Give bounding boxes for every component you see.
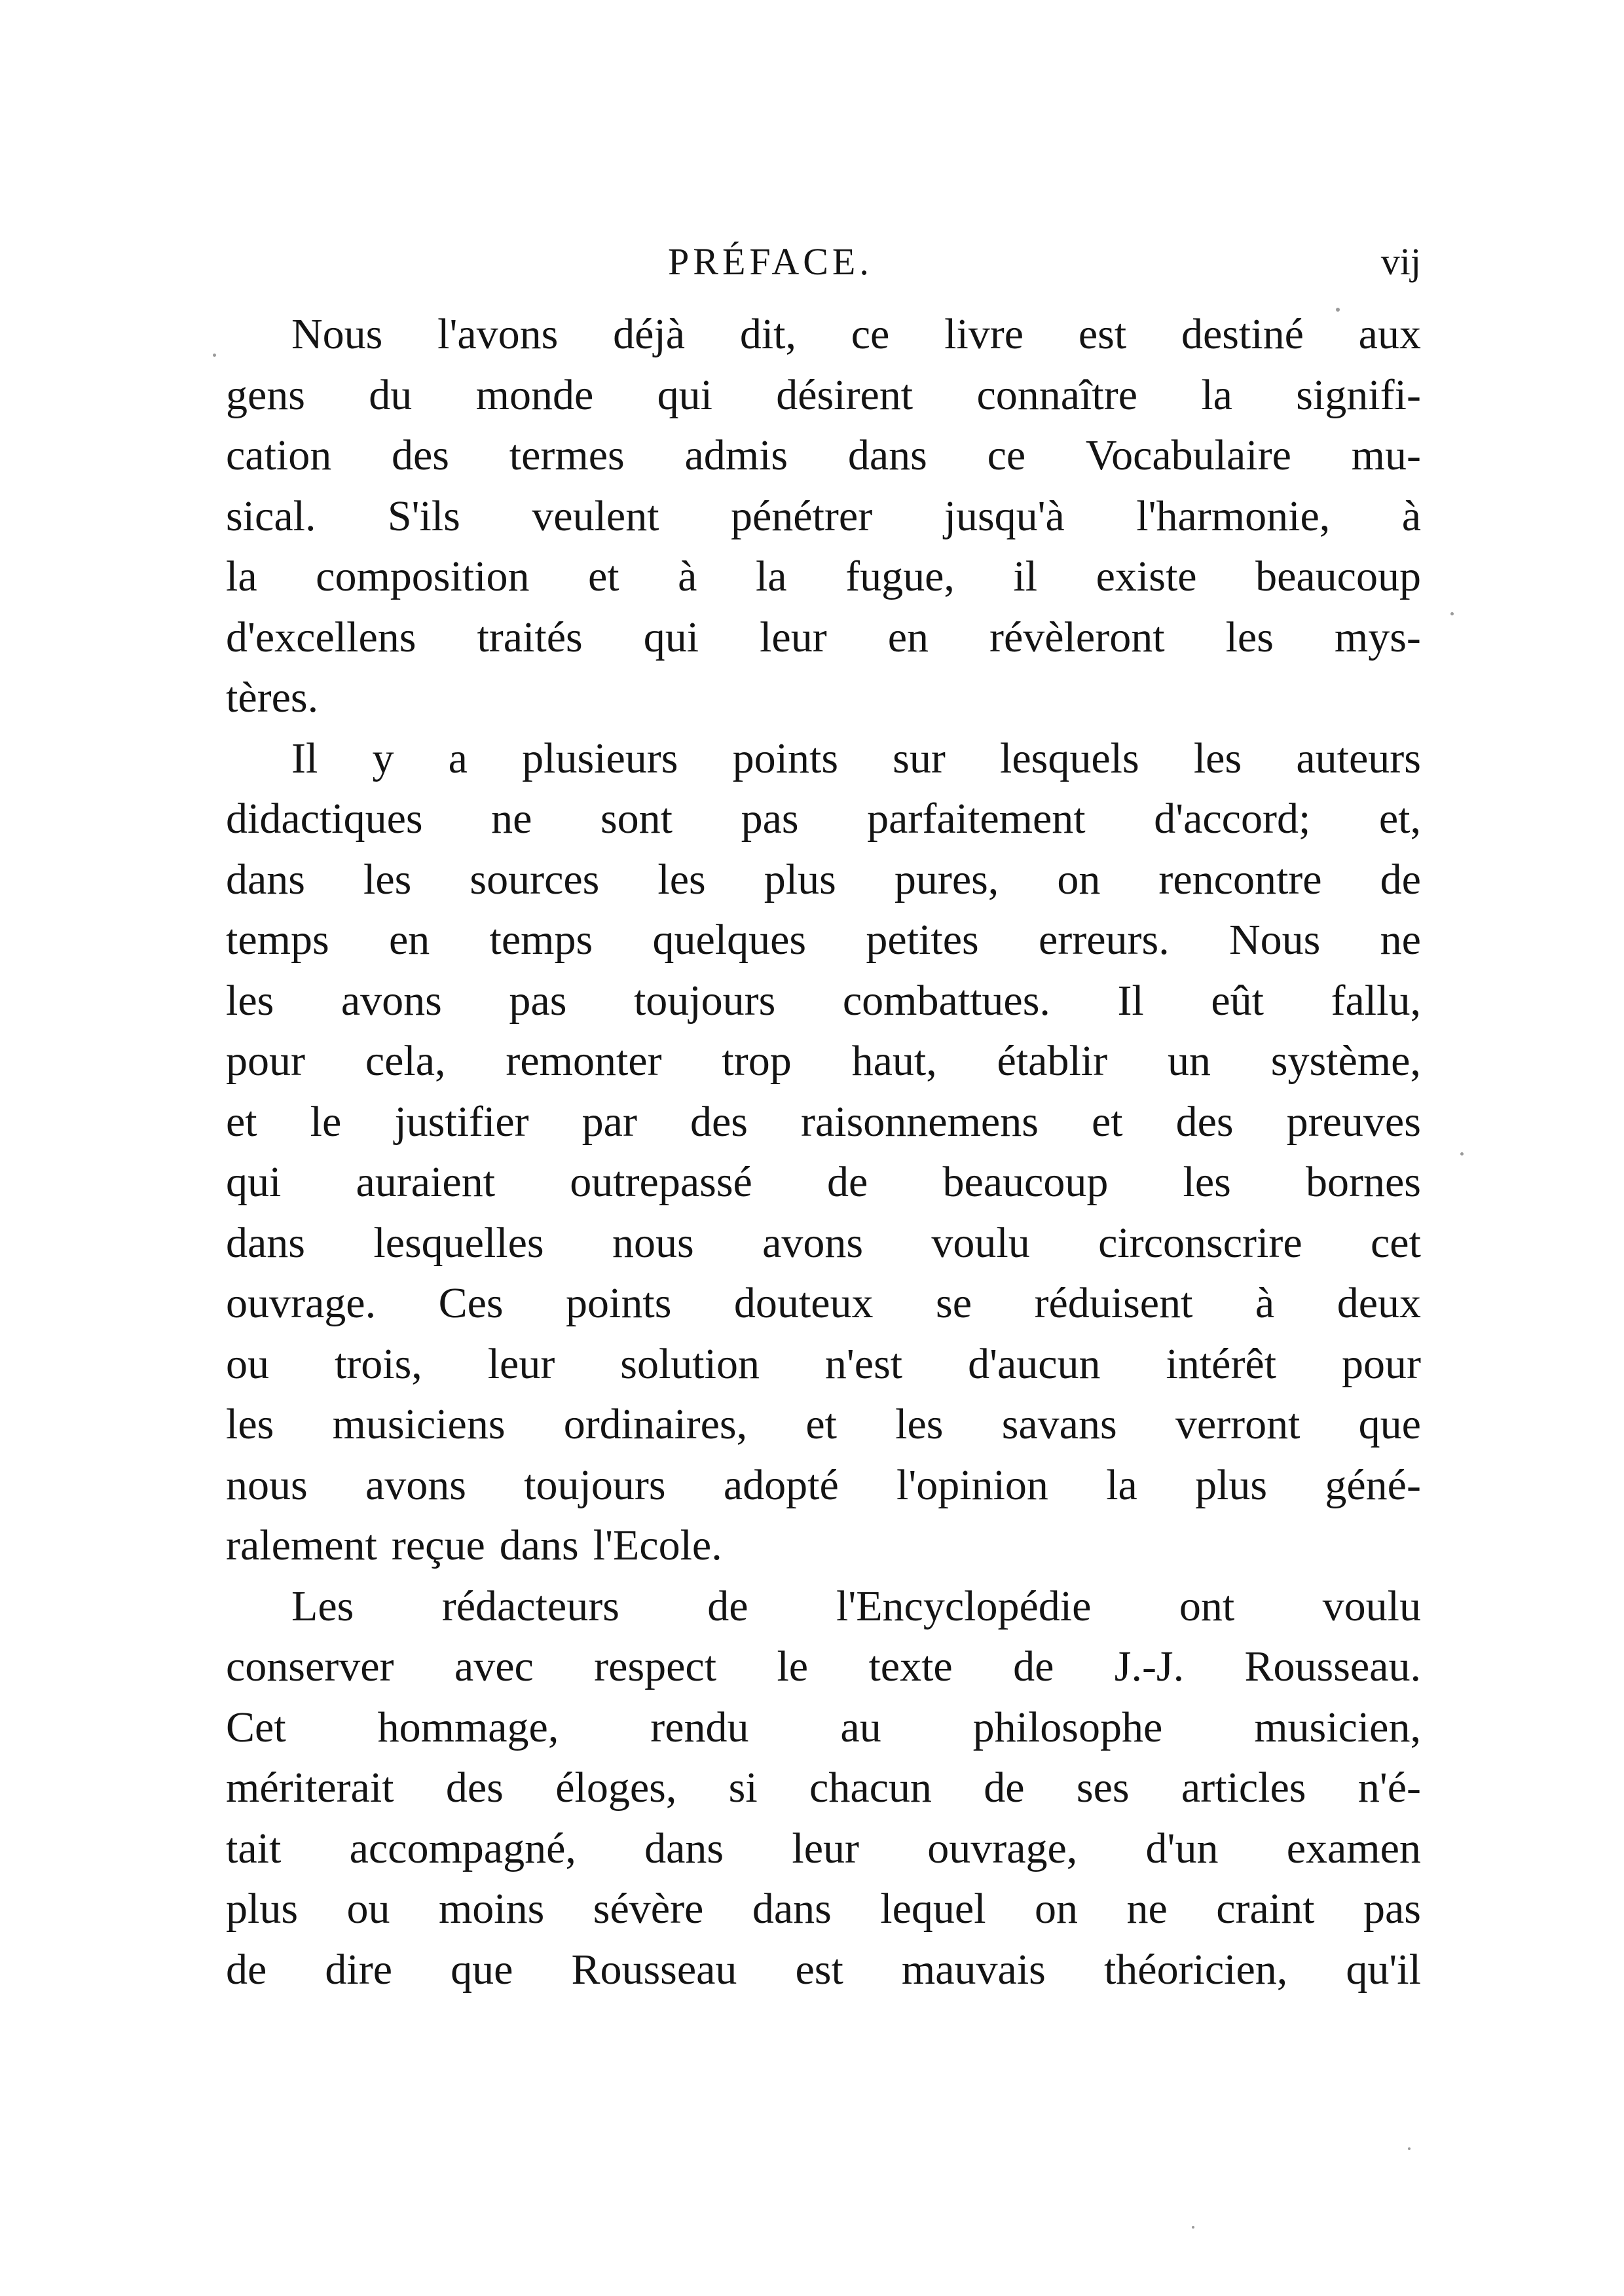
word: a: [448, 734, 468, 782]
word: et: [226, 1097, 257, 1146]
word: éloges,: [555, 1764, 677, 1812]
word: plusieurs: [522, 734, 678, 782]
word: la: [755, 553, 787, 600]
word: leur: [760, 613, 827, 661]
text-line: [226, 1576, 1421, 1637]
word: les: [1193, 734, 1242, 782]
word: tères.: [226, 674, 319, 721]
word: monde: [475, 371, 594, 419]
word: la: [1201, 371, 1232, 419]
word: l'harmonie,: [1136, 492, 1331, 540]
word: Nous: [291, 310, 383, 358]
text-line: [226, 971, 1421, 1032]
word: ce: [987, 431, 1026, 479]
text-line: [226, 365, 1421, 426]
word: beaucoup: [942, 1158, 1109, 1206]
word: les: [1225, 613, 1274, 661]
word: que: [451, 1945, 513, 1994]
word: J.-J.: [1114, 1643, 1185, 1690]
word: plus: [764, 855, 836, 903]
text-line: [226, 1637, 1421, 1698]
word: adopté: [723, 1461, 839, 1509]
word: savans: [1001, 1400, 1117, 1448]
word: pénétrer: [731, 492, 873, 540]
word: moins: [438, 1885, 545, 1933]
word: justifier: [394, 1097, 529, 1146]
word: Vocabulaire: [1085, 431, 1291, 479]
word: rencontre: [1158, 855, 1322, 903]
word: au: [840, 1703, 881, 1751]
word: toujours: [633, 976, 776, 1025]
text-line: [226, 668, 1421, 729]
word: pas: [1363, 1885, 1421, 1933]
word: pas: [509, 976, 567, 1025]
word: les: [226, 976, 274, 1025]
word: cet: [1371, 1218, 1421, 1267]
word: reçue: [391, 1522, 485, 1569]
word: révèleront: [989, 613, 1165, 661]
word: circonscrire: [1098, 1218, 1302, 1267]
word: système,: [1270, 1037, 1421, 1085]
ink-speck: [1460, 1152, 1464, 1156]
word: dans: [226, 1218, 305, 1267]
word: cation: [226, 431, 332, 479]
word: le: [310, 1097, 342, 1146]
running-title: PRÉFACE.: [668, 240, 873, 283]
ink-speck: [1192, 2226, 1194, 2229]
word: articles: [1181, 1764, 1306, 1812]
word: combattues.: [842, 976, 1050, 1025]
word: voulu: [931, 1218, 1030, 1267]
word: livre: [944, 310, 1024, 358]
word: avec: [454, 1643, 534, 1690]
text-line: [226, 1819, 1421, 1880]
word: les: [363, 855, 412, 903]
word: solution: [620, 1339, 760, 1388]
word: les: [895, 1400, 944, 1448]
text-line: [226, 1334, 1421, 1395]
word: parfaitement: [867, 795, 1086, 843]
word: gens: [226, 371, 305, 419]
word: dire: [325, 1945, 392, 1994]
word: pour: [1342, 1339, 1421, 1388]
word: trois,: [334, 1339, 422, 1388]
word: d'excellens: [226, 613, 416, 661]
word: pas: [741, 795, 799, 843]
text-line: [226, 729, 1421, 790]
text-line: [226, 547, 1421, 608]
word: texte: [868, 1643, 953, 1690]
word: accompagné,: [349, 1824, 576, 1872]
word: des: [1175, 1097, 1234, 1146]
ink-speck: [1408, 2147, 1411, 2150]
word: est: [795, 1945, 843, 1994]
word: le: [777, 1643, 809, 1690]
word: mauvais: [901, 1945, 1046, 1994]
word: douteux: [733, 1279, 874, 1327]
word: lequel: [880, 1885, 986, 1933]
word: tait: [226, 1824, 282, 1872]
word: qui: [643, 613, 699, 661]
text-line: [226, 1516, 1421, 1576]
word: dans: [847, 431, 927, 479]
word: lesquels: [1000, 734, 1139, 782]
word: conserver: [226, 1643, 394, 1690]
word: dans: [226, 855, 305, 903]
word: philosophe: [972, 1703, 1163, 1751]
text-line: [226, 850, 1421, 911]
word: d'aucun: [968, 1339, 1101, 1388]
word: leur: [487, 1339, 555, 1388]
word: des: [445, 1764, 504, 1812]
word: pour: [226, 1037, 305, 1085]
word: des: [392, 431, 449, 479]
word: beaucoup: [1255, 553, 1421, 600]
word: intérêt: [1166, 1339, 1277, 1388]
word: établir: [997, 1037, 1108, 1085]
word: ou: [346, 1885, 390, 1933]
word: Il: [291, 734, 318, 782]
word: à: [1255, 1279, 1275, 1327]
word: quelques: [652, 916, 807, 964]
word: points: [732, 734, 838, 782]
word: sont: [600, 795, 673, 843]
word: mériterait: [226, 1764, 394, 1812]
text-line: [226, 304, 1421, 365]
word: de: [1013, 1643, 1054, 1690]
word: dans: [644, 1824, 724, 1872]
word: Il: [1117, 976, 1144, 1025]
word: ouvrage.: [226, 1279, 377, 1327]
word: Nous: [1229, 916, 1321, 964]
word: avons: [762, 1218, 864, 1267]
word: on: [1057, 855, 1101, 903]
text-line: [226, 1031, 1421, 1092]
word: voulu: [1322, 1582, 1421, 1630]
word: pures,: [894, 855, 999, 903]
word: géné-: [1325, 1461, 1421, 1509]
word: outrepassé: [570, 1158, 752, 1206]
word: dans: [499, 1522, 579, 1569]
ink-speck: [213, 354, 216, 357]
word: ne: [491, 795, 532, 843]
word: un: [1167, 1037, 1211, 1085]
word: traités: [477, 613, 583, 661]
word: hommage,: [377, 1703, 559, 1751]
word: à: [678, 553, 697, 600]
body-text: [226, 304, 1421, 2000]
word: se: [936, 1279, 972, 1327]
word: par: [581, 1097, 637, 1146]
word: théoricien,: [1103, 1945, 1288, 1994]
word: de: [984, 1764, 1025, 1812]
word: il: [1013, 553, 1038, 600]
word: et: [588, 553, 619, 600]
word: qui: [226, 1158, 282, 1206]
word: trop: [722, 1037, 792, 1085]
running-head: [223, 236, 1421, 288]
word: réduisent: [1034, 1279, 1193, 1327]
word: fallu,: [1331, 976, 1421, 1025]
word: que: [1358, 1400, 1421, 1448]
ink-speck: [1336, 308, 1340, 312]
word: preuves: [1286, 1097, 1421, 1146]
text-line: [226, 486, 1421, 547]
paragraph: [226, 729, 1421, 1576]
word: ordinaires,: [563, 1400, 748, 1448]
word: l'Encyclopédie: [836, 1582, 1092, 1630]
word: avons: [365, 1461, 466, 1509]
word: auteurs: [1296, 734, 1421, 782]
text-line: [226, 1213, 1421, 1274]
text-line: [226, 1455, 1421, 1516]
word: la: [1106, 1461, 1137, 1509]
word: ses: [1076, 1764, 1130, 1812]
word: nous: [612, 1218, 694, 1267]
word: erreurs.: [1039, 916, 1170, 964]
text-line: [226, 426, 1421, 486]
word: du: [369, 371, 413, 419]
word: remonter: [506, 1037, 662, 1085]
word: mys-: [1334, 613, 1421, 661]
text-line: [226, 910, 1421, 971]
word: n'é-: [1357, 1764, 1421, 1812]
word: n'est: [824, 1339, 903, 1388]
word: points: [566, 1279, 672, 1327]
word: plus: [1195, 1461, 1268, 1509]
word: haut,: [851, 1037, 937, 1085]
word: les: [226, 1400, 274, 1448]
word: l'avons: [437, 310, 559, 358]
word: en: [388, 916, 430, 964]
word: Cet: [226, 1703, 286, 1751]
word: petites: [866, 916, 979, 964]
word: musicien,: [1254, 1703, 1421, 1751]
word: examen: [1286, 1824, 1421, 1872]
word: ou: [226, 1339, 269, 1388]
word: termes: [509, 431, 625, 479]
word: cela,: [365, 1037, 446, 1085]
word: rendu: [650, 1703, 749, 1751]
word: aux: [1358, 310, 1421, 358]
word: admis: [684, 431, 788, 479]
word: des: [690, 1097, 748, 1146]
word: lesquelles: [373, 1218, 544, 1267]
text-line: [226, 1152, 1421, 1213]
word: temps: [489, 916, 593, 964]
word: didactiques: [226, 795, 423, 843]
word: chacun: [809, 1764, 932, 1812]
word: en: [887, 613, 929, 661]
word: ce: [851, 310, 890, 358]
word: de: [226, 1945, 267, 1994]
word: nous: [226, 1461, 308, 1509]
word: Ces: [438, 1279, 504, 1327]
paragraph: [226, 1576, 1421, 2001]
word: sical.: [226, 492, 316, 540]
word: déjà: [613, 310, 686, 358]
word: ne: [1380, 916, 1421, 964]
word: Rousseau.: [1244, 1643, 1421, 1690]
text-line: [226, 608, 1421, 668]
word: Rousseau: [571, 1945, 737, 1994]
word: à: [1401, 492, 1421, 540]
word: verront: [1175, 1400, 1301, 1448]
word: ouvrage,: [927, 1824, 1078, 1872]
text-line: [226, 789, 1421, 850]
word: de: [826, 1158, 868, 1206]
word: deux: [1337, 1279, 1421, 1327]
word: craint: [1216, 1885, 1315, 1933]
word: est: [1078, 310, 1127, 358]
paragraph: [226, 304, 1421, 729]
text-line: [226, 1273, 1421, 1334]
word: existe: [1096, 553, 1197, 600]
word: les: [657, 855, 706, 903]
word: sur: [893, 734, 946, 782]
word: et: [1091, 1097, 1123, 1146]
word: d'un: [1145, 1824, 1219, 1872]
word: fugue,: [845, 553, 955, 600]
word: l'Ecole.: [593, 1522, 722, 1569]
text-line: [226, 1940, 1421, 2001]
word: si: [728, 1764, 758, 1812]
text-line: [226, 1879, 1421, 1940]
word: dit,: [739, 310, 796, 358]
word: sources: [470, 855, 600, 903]
word: les: [1183, 1158, 1231, 1206]
word: de: [707, 1582, 748, 1630]
text-line: [226, 1394, 1421, 1455]
word: connaître: [976, 371, 1138, 419]
word: plus: [226, 1885, 299, 1933]
word: qui: [657, 371, 712, 419]
word: l'opinion: [896, 1461, 1048, 1509]
word: avons: [341, 976, 442, 1025]
word: temps: [226, 916, 329, 964]
word: qu'il: [1346, 1945, 1421, 1994]
word: Les: [291, 1582, 354, 1630]
word: destiné: [1181, 310, 1304, 358]
text-line: [226, 1758, 1421, 1819]
word: toujours: [524, 1461, 666, 1509]
word: jusqu'à: [944, 492, 1065, 540]
text-line: [226, 1698, 1421, 1758]
word: signifi-: [1296, 371, 1421, 419]
word: musiciens: [332, 1400, 506, 1448]
word: sévère: [593, 1885, 704, 1933]
word: d'accord;: [1154, 795, 1311, 843]
word: rédacteurs: [441, 1582, 619, 1630]
word: on: [1035, 1885, 1078, 1933]
word: de: [1380, 855, 1421, 903]
word: mu-: [1351, 431, 1421, 479]
text-line: [226, 1092, 1421, 1153]
word: et,: [1378, 795, 1421, 843]
word: respect: [594, 1643, 717, 1690]
word: et: [805, 1400, 837, 1448]
word: bornes: [1306, 1158, 1421, 1206]
word: S'ils: [387, 492, 460, 540]
page-number: vij: [1380, 240, 1421, 283]
word: composition: [316, 553, 530, 600]
word: désirent: [776, 371, 913, 419]
word: dans: [752, 1885, 832, 1933]
word: ont: [1179, 1582, 1235, 1630]
word: y: [372, 734, 394, 782]
ink-speck: [1450, 612, 1454, 615]
word: ne: [1126, 1885, 1168, 1933]
word: veulent: [532, 492, 659, 540]
word: la: [226, 553, 257, 600]
word: eût: [1211, 976, 1264, 1025]
word: ralement: [226, 1522, 377, 1569]
word: auraient: [356, 1158, 496, 1206]
word: leur: [792, 1824, 859, 1872]
word: raisonnemens: [801, 1097, 1039, 1146]
